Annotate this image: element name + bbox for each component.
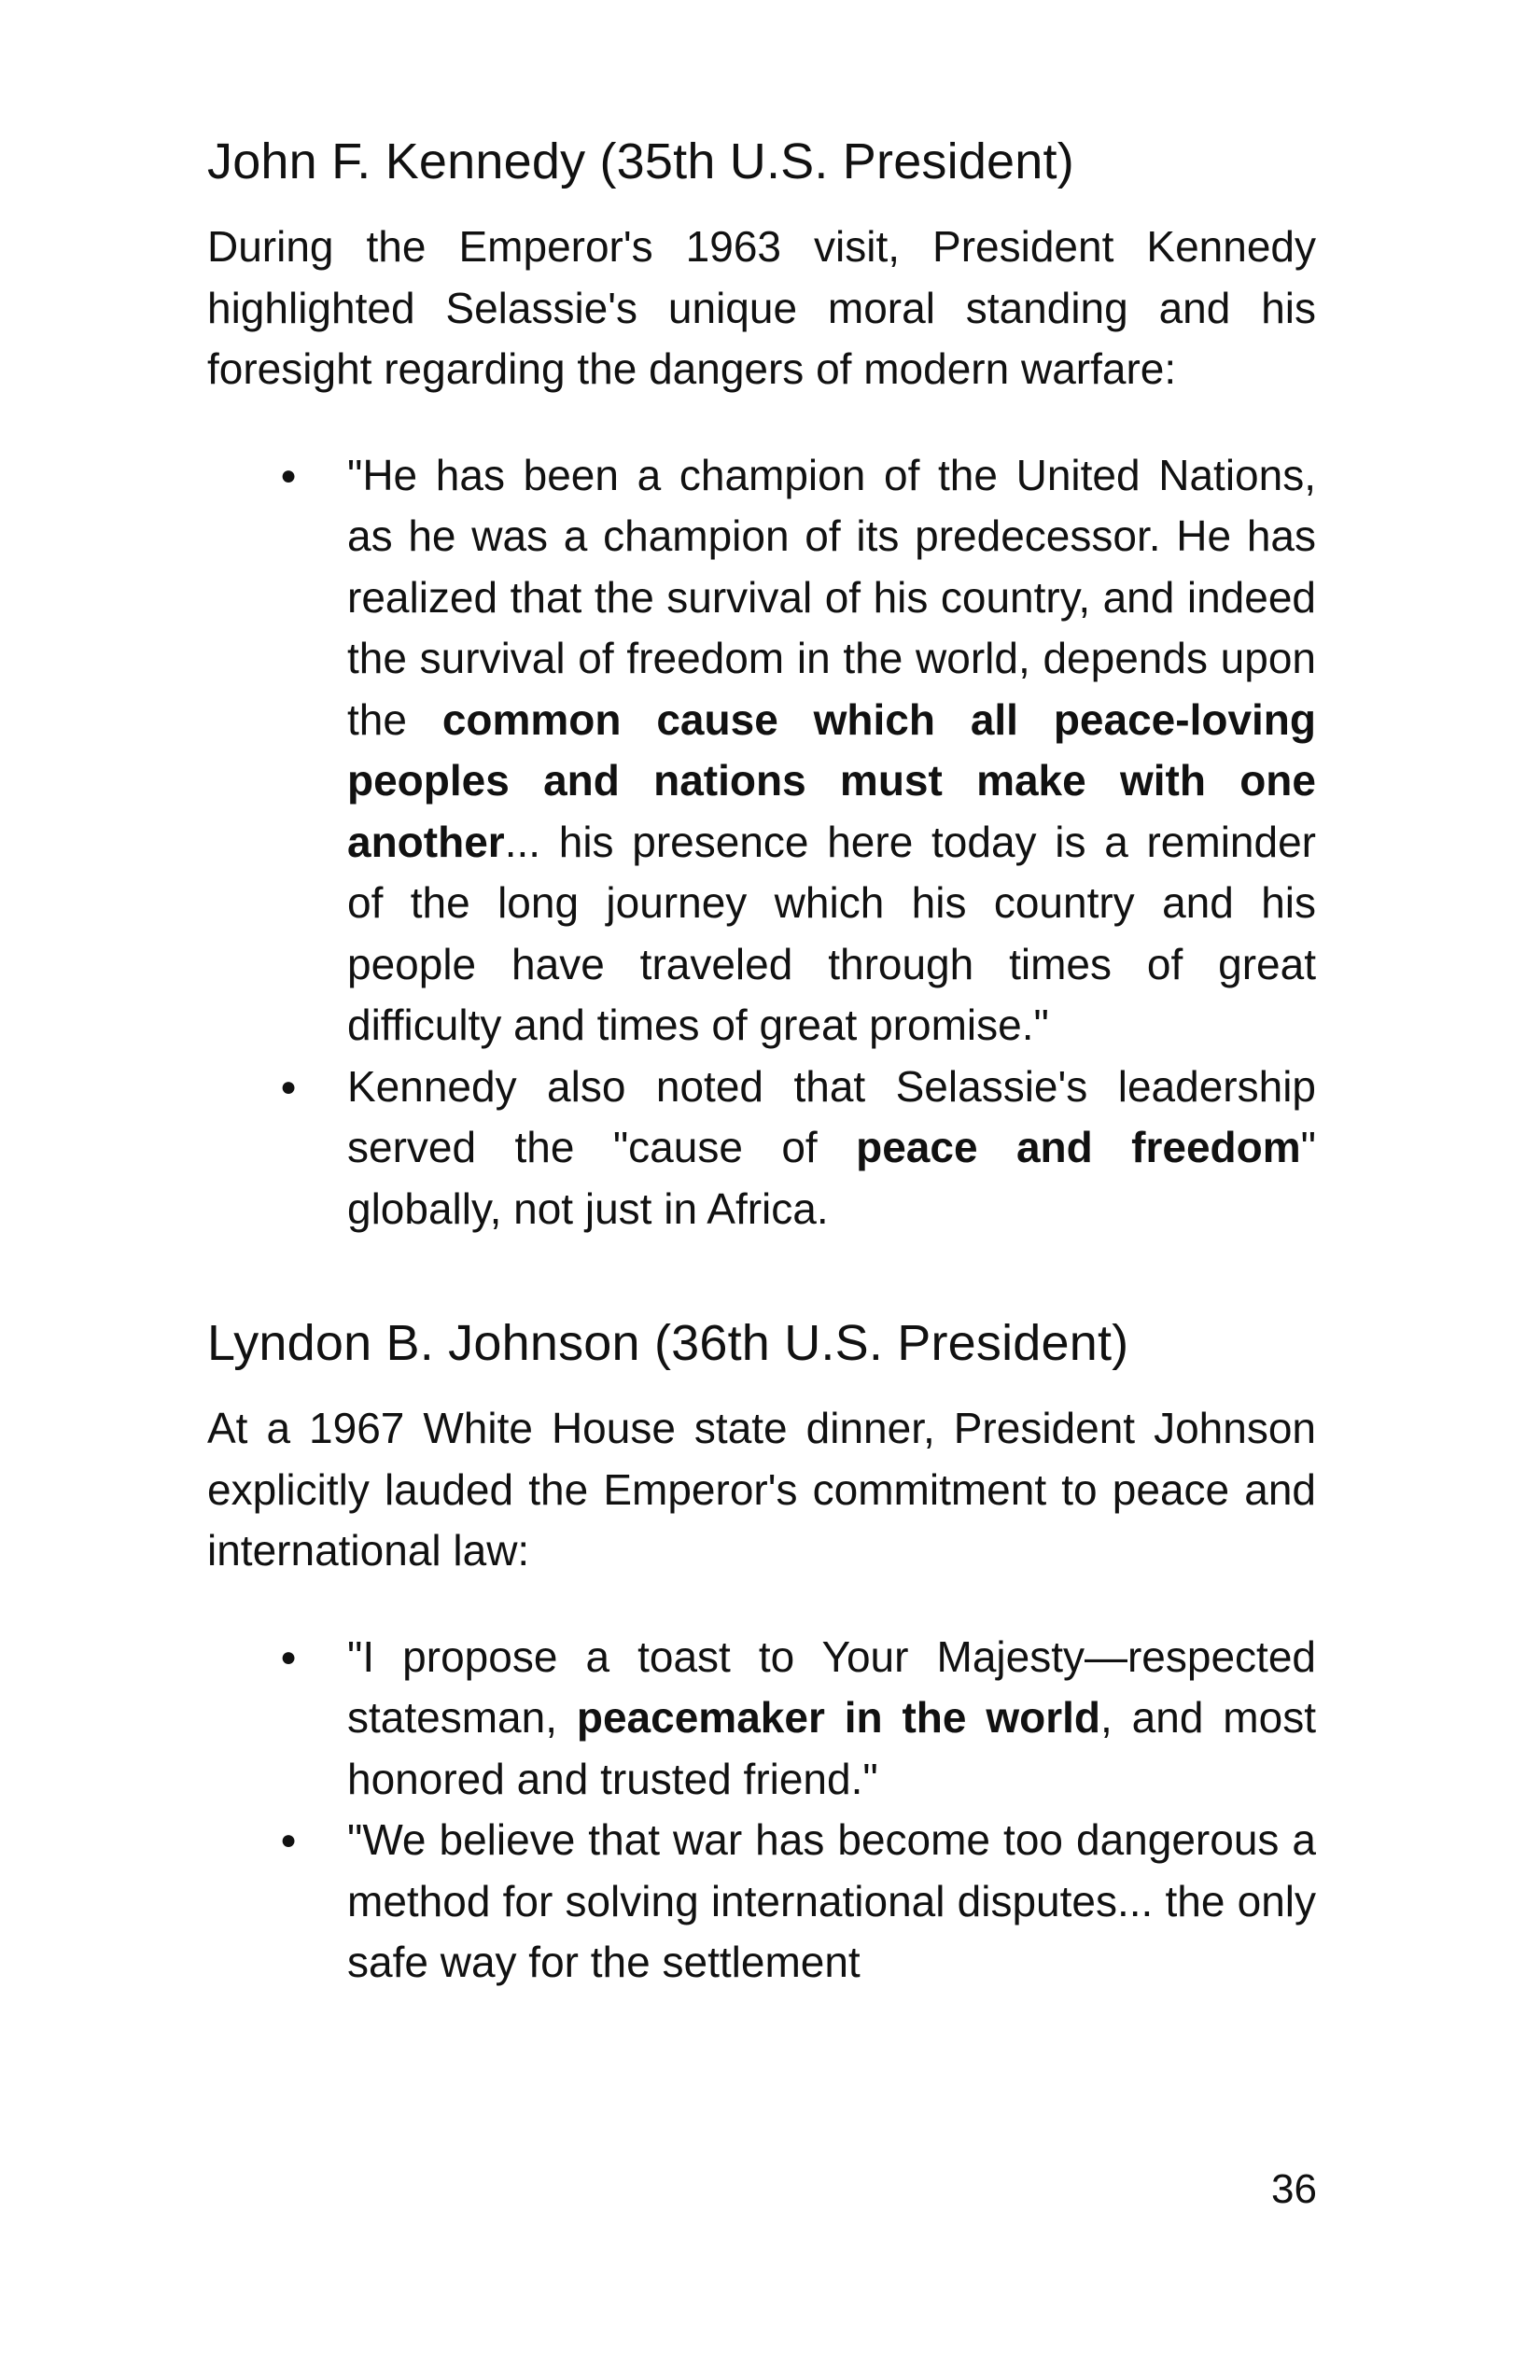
quote-text: ... his presence here today is a reminder of the long journey which his country and his people have traveled through times of great difficulty and times of great promise." bbox=[347, 817, 1316, 1049]
section-heading: John F. Kennedy (35th U.S. President) bbox=[207, 133, 1074, 189]
section-intro: During the Emperor's 1963 visit, President Kennedy highlighted Selassie's unique moral standing and his foresight regarding the dangers of modern warfare: bbox=[207, 222, 1316, 393]
quote-text: Kennedy also noted that Selassie's leadership served the "cause of bbox=[347, 1061, 1316, 1171]
bullet-icon: ● bbox=[280, 1641, 298, 1673]
kennedy-section bbox=[207, 131, 1316, 1239]
list-item bbox=[207, 1627, 1316, 1811]
quote-emphasis: peace and freedom bbox=[856, 1123, 1301, 1171]
quote-emphasis: peacemaker in the world bbox=[576, 1693, 1101, 1742]
quote-text: "He has been a champion of the United Nations, as he was a champion of its predecessor. He has realized that the survival of his country, and indeed the survival of freedom in the world, depends upon the bbox=[347, 450, 1316, 744]
quote-list bbox=[207, 1627, 1316, 1994]
section-intro: At a 1967 White House state dinner, President Johnson explicitly lauded the Emperor's commitment to peace and international law: bbox=[207, 1404, 1316, 1575]
quote-list bbox=[207, 445, 1316, 1240]
list-item bbox=[207, 1057, 1316, 1240]
quote-emphasis: common cause which all peace-loving peoples and nations must make with one another bbox=[347, 694, 1317, 866]
bullet-icon: ● bbox=[280, 1071, 298, 1102]
page-number: 36 bbox=[1271, 2166, 1317, 2212]
page-content bbox=[207, 131, 1316, 1994]
johnson-section bbox=[207, 1312, 1316, 1994]
bullet-icon: ● bbox=[280, 1825, 298, 1855]
quote-text: "We believe that war has become too dangerous a method for solving international disputes... the only safe way for the settlement bbox=[347, 1815, 1316, 1986]
quote-text: , and most honored and trusted friend." bbox=[347, 1693, 1316, 1803]
list-item bbox=[207, 445, 1316, 1057]
bullet-icon: ● bbox=[280, 459, 298, 491]
section-heading: Lyndon B. Johnson (36th U.S. President) bbox=[207, 1315, 1129, 1371]
quote-text: " globally, not just in Africa. bbox=[347, 1123, 1316, 1233]
list-item bbox=[207, 1810, 1316, 1994]
quote-text: "I propose a toast to Your Majesty—respected statesman, bbox=[347, 1631, 1316, 1742]
